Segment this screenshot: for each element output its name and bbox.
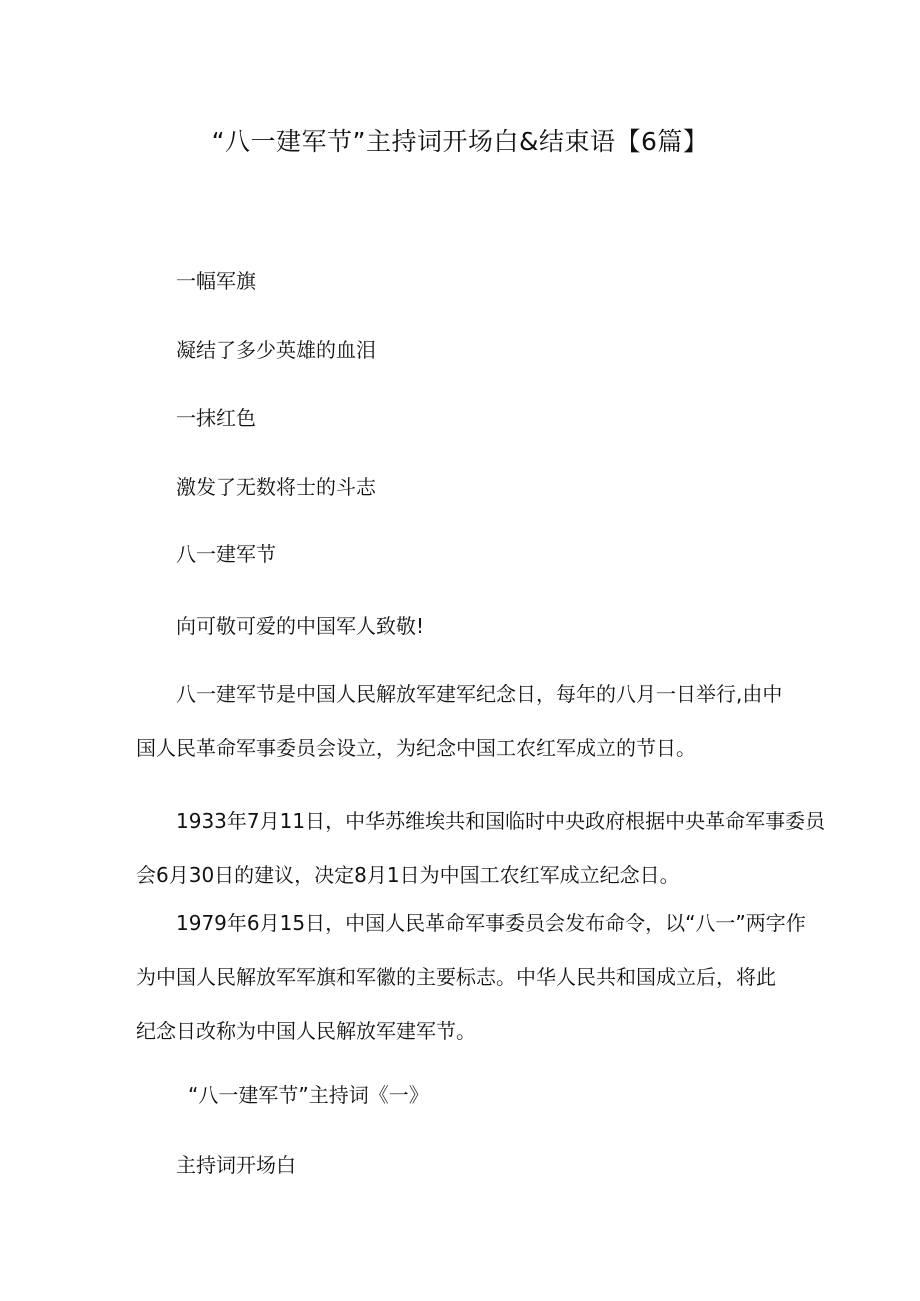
poem-line: 激发了无数将士的斗志	[176, 475, 376, 499]
paragraph-continuation: 会6月30日的建议，决定8月1日为中国工农红军成立纪念日。	[136, 863, 680, 887]
poem-line: 向可敬可爱的中国军人致敬!	[176, 614, 425, 638]
body-paragraph	[136, 794, 826, 902]
poem-line: 一幅军旗	[176, 269, 256, 293]
paragraph-first-line: 1979年6月15日，中国人民革命军事委员会发布命令，以“八一”两字作	[176, 911, 806, 935]
section-heading: “八一建军节”主持词《一》	[188, 1083, 429, 1107]
paragraph-continuation: 国人民革命军事委员会设立，为纪念中国工农红军成立的节日。	[136, 736, 696, 760]
poem-line: 八一建军节	[176, 542, 276, 566]
subheading: 主持词开场白	[176, 1153, 296, 1177]
poem-line: 一抹红色	[176, 406, 256, 430]
body-paragraph	[136, 667, 788, 775]
paragraph-first-line: 八一建军节是中国人民解放军建军纪念日，每年的八月一日举行,由中	[176, 682, 783, 706]
paragraph-first-line: 1933年7月11日，中华苏维埃共和国临时中央政府根据中央革命军事委员	[176, 809, 826, 833]
paragraph-continuation: 为中国人民解放军军旗和军徽的主要标志。中华人民共和国成立后，将此纪念日改称为中国人民解放军建军节。	[136, 965, 776, 1043]
body-paragraph	[136, 896, 806, 1058]
document-title: “八一建军节”主持词开场白&结束语【6篇】	[211, 127, 709, 156]
poem-line: 凝结了多少英雄的血泪	[176, 338, 376, 362]
